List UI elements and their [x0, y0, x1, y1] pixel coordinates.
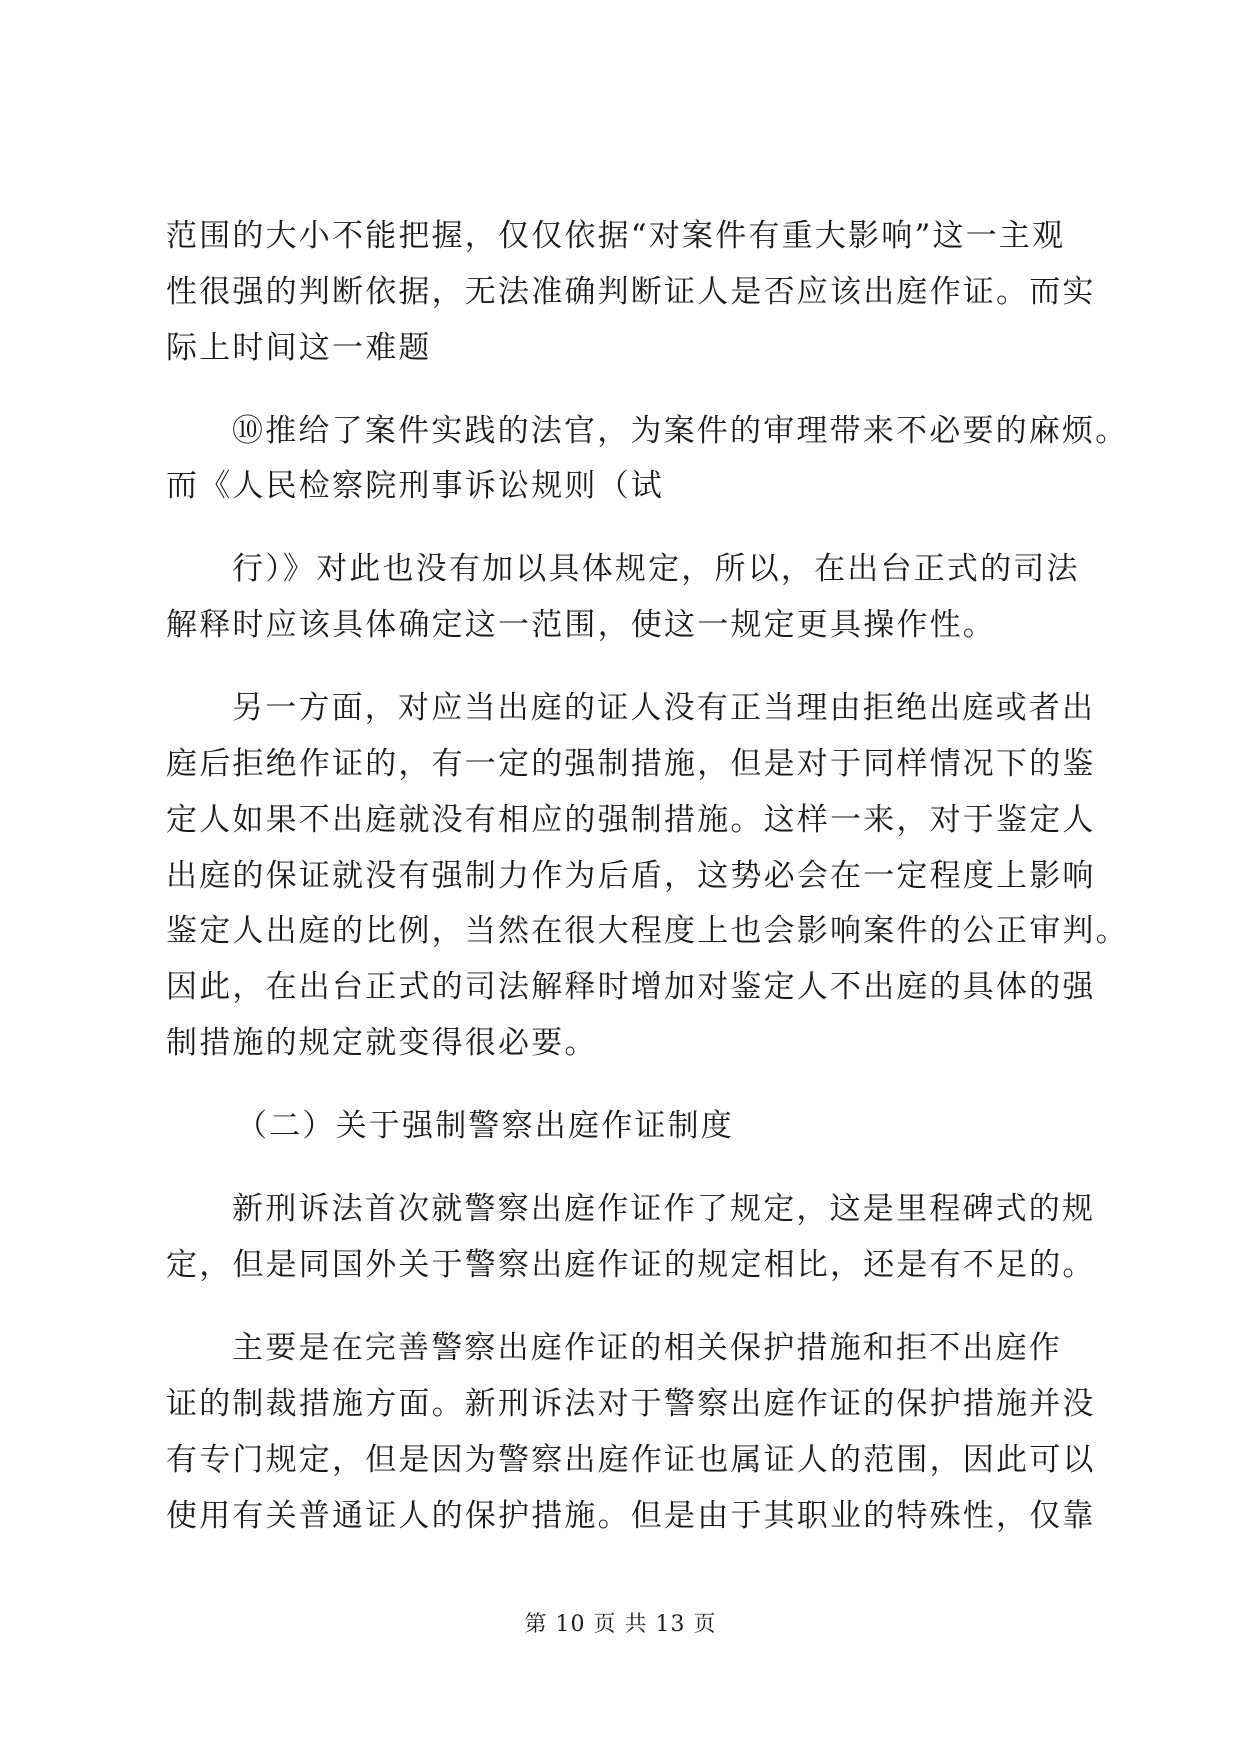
- text-line: 定，但是同国外关于警察出庭作证的规定相比，还是有不足的。: [166, 1247, 1096, 1283]
- text-line: 制措施的规定就变得很必要。: [166, 1025, 598, 1061]
- text-line: 定人如果不出庭就没有相应的强制措施。这样一来，对于鉴定人: [166, 802, 1096, 838]
- text-line: 而《人民检察院刑事诉讼规则（试: [166, 468, 664, 504]
- text-line: 出庭的保证就没有强制力作为后盾，这势必会在一定程度上影响: [166, 858, 1096, 894]
- text-line: 有专门规定，但是因为警察出庭作证也属证人的范围，因此可以: [166, 1442, 1096, 1478]
- text-line: 解释时应该具体确定这一范围，使这一规定更具操作性。: [166, 607, 996, 643]
- text-line: 证的制裁措施方面。新刑诉法对于警察出庭作证的保护措施并没: [166, 1386, 1096, 1422]
- text-line: ⑩推给了案件实践的法官，为案件的审理带来不必要的麻烦。: [232, 413, 1129, 449]
- text-line: 行）》对此也没有加以具体规定，所以，在出台正式的司法: [232, 551, 1080, 587]
- text-line: 庭后拒绝作证的，有一定的强制措施，但是对于同样情况下的鉴: [166, 746, 1096, 782]
- text-line: 另一方面，对应当出庭的证人没有正当理由拒绝出庭或者出: [232, 690, 1096, 726]
- text-line: 际上时间这一难题: [166, 330, 432, 366]
- text-line: 范围的大小不能把握，仅仅依据“对案件有重大影响”这一主观: [166, 218, 1066, 254]
- text-line: 主要是在完善警察出庭作证的相关保护措施和拒不出庭作: [232, 1330, 1062, 1366]
- page-number-footer: 第 10 页 共 13 页: [524, 1612, 717, 1637]
- section-heading: （二）关于强制警察出庭作证制度: [236, 1108, 734, 1144]
- text-line: 性很强的判断依据，无法准确判断证人是否应该出庭作证。而实: [166, 274, 1096, 310]
- text-line: 使用有关普通证人的保护措施。但是由于其职业的特殊性，仅靠: [166, 1498, 1096, 1534]
- text-line: 新刑诉法首次就警察出庭作证作了规定，这是里程碑式的规: [232, 1191, 1096, 1227]
- text-line: 因此，在出台正式的司法解释时增加对鉴定人不出庭的具体的强: [166, 969, 1096, 1005]
- text-line: 鉴定人出庭的比例，当然在很大程度上也会影响案件的公正审判。: [166, 913, 1129, 949]
